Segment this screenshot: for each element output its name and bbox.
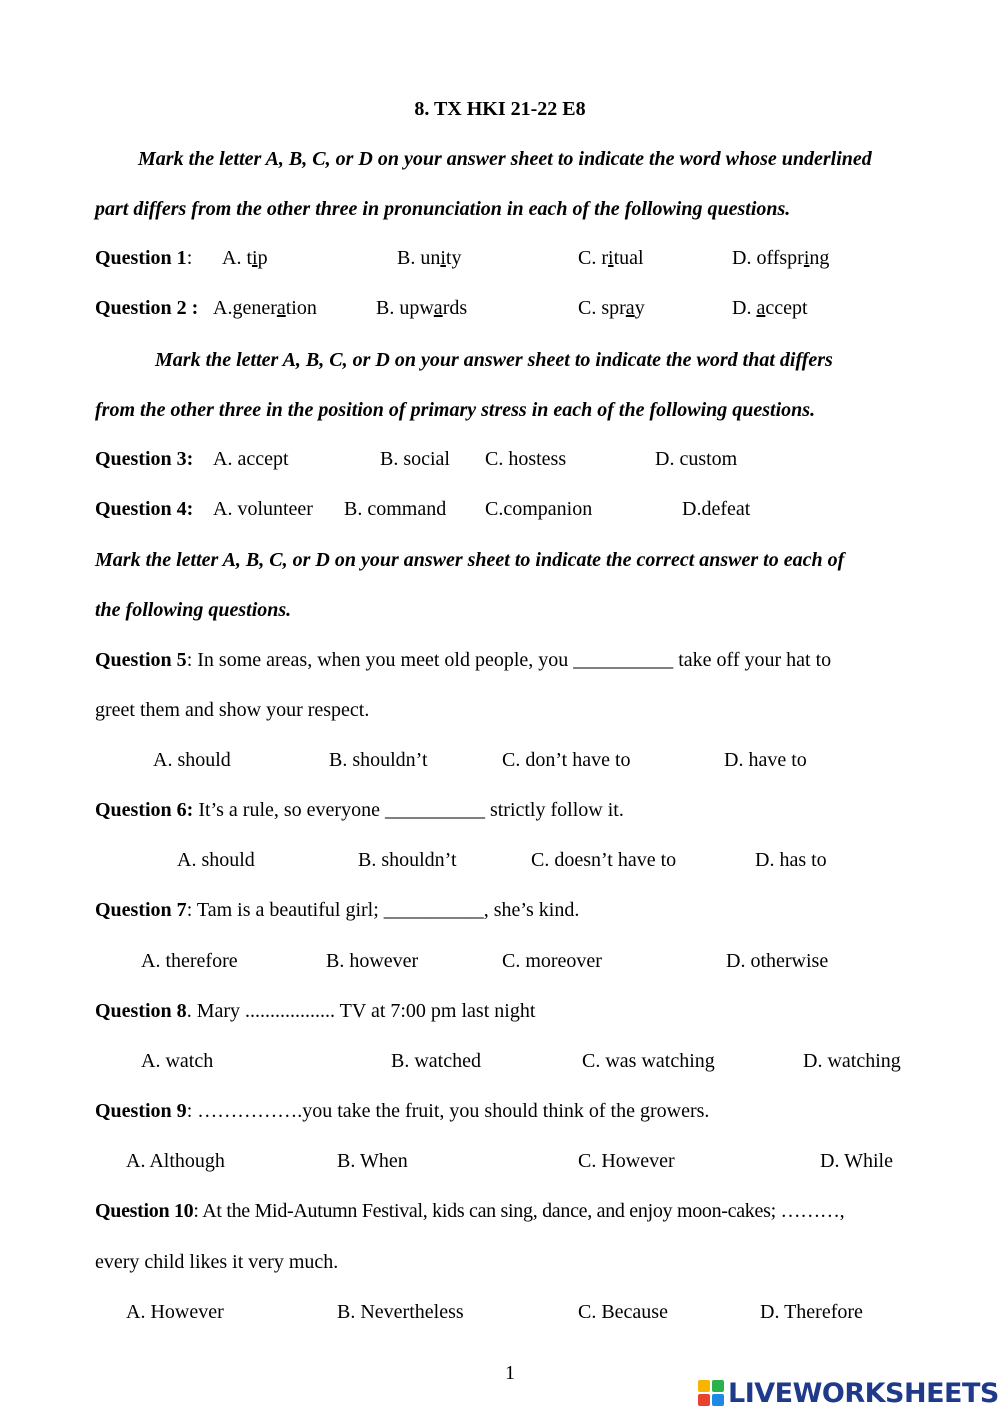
question-3-label: Question 3: — [95, 448, 194, 470]
q4-option-a[interactable]: A. volunteer — [213, 498, 313, 520]
q10-option-d[interactable]: D. Therefore — [760, 1301, 863, 1323]
question-10-text-cont: every child likes it very much. — [95, 1251, 339, 1273]
instruction-pronunciation-line1: Mark the letter A, B, C, or D on your answer sheet to indicate the word whose underlined — [138, 148, 872, 170]
question-label: Question 6: — [95, 799, 194, 821]
question-7 — [95, 900, 579, 920]
q8-option-b[interactable]: B. watched — [391, 1050, 481, 1072]
question-text: : Tam is a beautiful girl; __________, she’s kind. — [186, 899, 580, 921]
question-1 — [95, 248, 192, 268]
instruction-correct-answer-line2: the following questions. — [95, 599, 292, 621]
q10-option-c[interactable]: C. Because — [578, 1301, 668, 1323]
q5-option-a[interactable]: A. should — [153, 749, 231, 771]
q4-option-c[interactable]: C.companion — [485, 498, 593, 520]
question-label: Question 7 — [95, 899, 187, 921]
question-text: : In some areas, when you meet old people, you __________ take off your hat to — [186, 649, 832, 671]
question-text: . Mary .................. TV at 7:00 pm last night — [186, 1000, 536, 1022]
instruction-stress-line2: from the other three in the position of primary stress in each of the following questions. — [95, 399, 816, 421]
question-text: : At the Mid-Autumn Festival, kids can sing, dance, and enjoy moon-cakes; ………, — [193, 1200, 845, 1222]
q3-option-a[interactable]: A. accept — [213, 448, 289, 470]
instruction-correct-answer-line1: Mark the letter A, B, C, or D on your answer sheet to indicate the correct answer to each of — [95, 549, 845, 571]
q2-option-d[interactable]: D. accept — [732, 297, 808, 319]
question-text: It’s a rule, so everyone __________ strictly follow it. — [193, 799, 624, 821]
q10-option-b[interactable]: B. Nevertheless — [337, 1301, 464, 1323]
liveworksheets-logo-text: LIVEWORKSHEETS — [728, 1377, 999, 1409]
question-text: : …………….you take the fruit, you should think of the growers. — [186, 1100, 710, 1122]
q1-option-d[interactable]: D. offspring — [732, 247, 830, 269]
page-number: 1 — [505, 1362, 515, 1384]
document-title: 8. TX HKI 21-22 E8 — [414, 98, 586, 120]
liveworksheets-logo — [698, 1378, 999, 1408]
question-5-text-cont: greet them and show your respect. — [95, 699, 370, 721]
q7-option-c[interactable]: C. moreover — [502, 950, 602, 972]
instruction-stress-line1: Mark the letter A, B, C, or D on your answer sheet to indicate the word that differs — [155, 349, 833, 371]
q3-option-c[interactable]: C. hostess — [485, 448, 567, 470]
q9-option-c[interactable]: C. However — [578, 1150, 675, 1172]
q3-option-b[interactable]: B. social — [380, 448, 450, 470]
question-9 — [95, 1101, 709, 1121]
question-label: Question 10 — [95, 1200, 194, 1222]
q4-option-d[interactable]: D.defeat — [682, 498, 751, 520]
q2-option-c[interactable]: C. spray — [578, 297, 645, 319]
q2-option-a[interactable]: A.generation — [213, 297, 317, 319]
q5-option-c[interactable]: C. don’t have to — [502, 749, 631, 771]
question-label: Question 5 — [95, 649, 187, 671]
q9-option-a[interactable]: A. Although — [126, 1150, 225, 1172]
question-6 — [95, 800, 624, 820]
q8-option-a[interactable]: A. watch — [141, 1050, 214, 1072]
question-label: Question 8 — [95, 1000, 187, 1022]
q8-option-c[interactable]: C. was watching — [582, 1050, 715, 1072]
q10-option-a[interactable]: A. However — [126, 1301, 224, 1323]
q5-option-b[interactable]: B. shouldn’t — [329, 749, 428, 771]
q8-option-d[interactable]: D. watching — [803, 1050, 901, 1072]
q1-option-c[interactable]: C. ritual — [578, 247, 644, 269]
question-colon: : — [186, 247, 193, 269]
question-4-label: Question 4: — [95, 498, 194, 520]
q9-option-b[interactable]: B. When — [337, 1150, 408, 1172]
q6-option-a[interactable]: A. should — [177, 849, 255, 871]
q2-option-b[interactable]: B. upwards — [376, 297, 468, 319]
q3-option-d[interactable]: D. custom — [655, 448, 738, 470]
liveworksheets-logo-icon — [698, 1380, 724, 1406]
q1-option-a[interactable]: A. tip — [222, 247, 268, 269]
q9-option-d[interactable]: D. While — [820, 1150, 893, 1172]
q6-option-d[interactable]: D. has to — [755, 849, 827, 871]
q7-option-d[interactable]: D. otherwise — [726, 950, 829, 972]
q6-option-b[interactable]: B. shouldn’t — [358, 849, 457, 871]
q7-option-b[interactable]: B. however — [326, 950, 419, 972]
question-label: Question 9 — [95, 1100, 187, 1122]
instruction-pronunciation-line2: part differs from the other three in pronunciation in each of the following questions. — [95, 198, 791, 220]
q4-option-b[interactable]: B. command — [344, 498, 447, 520]
q5-option-d[interactable]: D. have to — [724, 749, 807, 771]
question-8 — [95, 1001, 535, 1021]
question-10 — [95, 1201, 844, 1221]
q7-option-a[interactable]: A. therefore — [141, 950, 238, 972]
question-2-label: Question 2 : — [95, 297, 199, 319]
question-5 — [95, 650, 831, 670]
question-label: Question 1 — [95, 247, 187, 269]
q1-option-b[interactable]: B. unity — [397, 247, 462, 269]
q6-option-c[interactable]: C. doesn’t have to — [531, 849, 677, 871]
